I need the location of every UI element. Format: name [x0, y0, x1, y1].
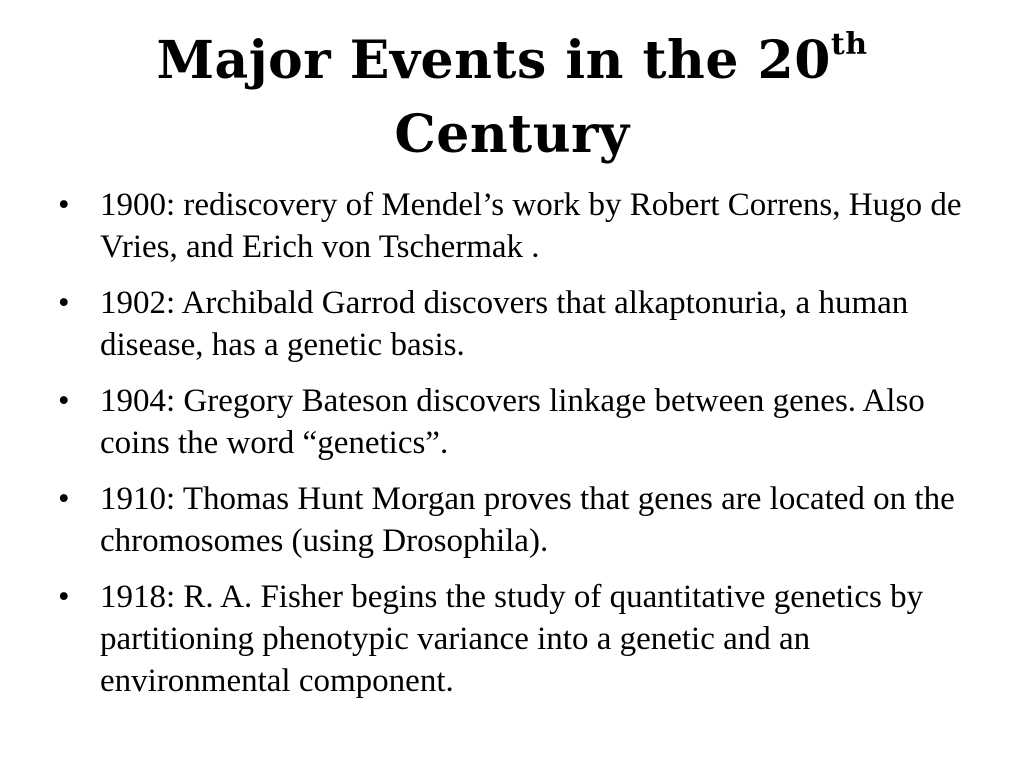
bullet-item	[58, 576, 978, 702]
bullet-item	[58, 478, 978, 562]
bullet-text: 1904: Gregory Bateson discovers linkage between genes. Also coins the word “genetics”.	[100, 383, 925, 461]
bullet-icon: •	[58, 481, 70, 517]
slide-title	[60, 24, 964, 172]
bullet-icon: •	[58, 383, 70, 419]
bullet-text: 1910: Thomas Hunt Morgan proves that genes are located on the chromosomes (using Drosophila).	[100, 481, 955, 559]
slide-title-superscript: th	[830, 26, 868, 62]
bullet-list	[58, 184, 978, 716]
bullet-item	[58, 282, 978, 366]
bullet-item	[58, 184, 978, 268]
bullet-item	[58, 380, 978, 464]
slide-title-line2: Century	[394, 104, 630, 165]
bullet-text: 1918: R. A. Fisher begins the study of quantitative genetics by partitioning phenotypic variance into a genetic and an environmental component.	[100, 579, 924, 699]
bullet-icon: •	[58, 285, 70, 321]
bullet-icon: •	[58, 579, 70, 615]
bullet-text: 1900: rediscovery of Mendel’s work by Robert Correns, Hugo de Vries, and Erich von Tschermak .	[100, 187, 962, 265]
bullet-text: 1902: Archibald Garrod discovers that alkaptonuria, a human disease, has a genetic basis.	[100, 285, 909, 363]
bullet-icon: •	[58, 187, 70, 223]
slide-title-main: Major Events in the 20	[156, 30, 831, 91]
